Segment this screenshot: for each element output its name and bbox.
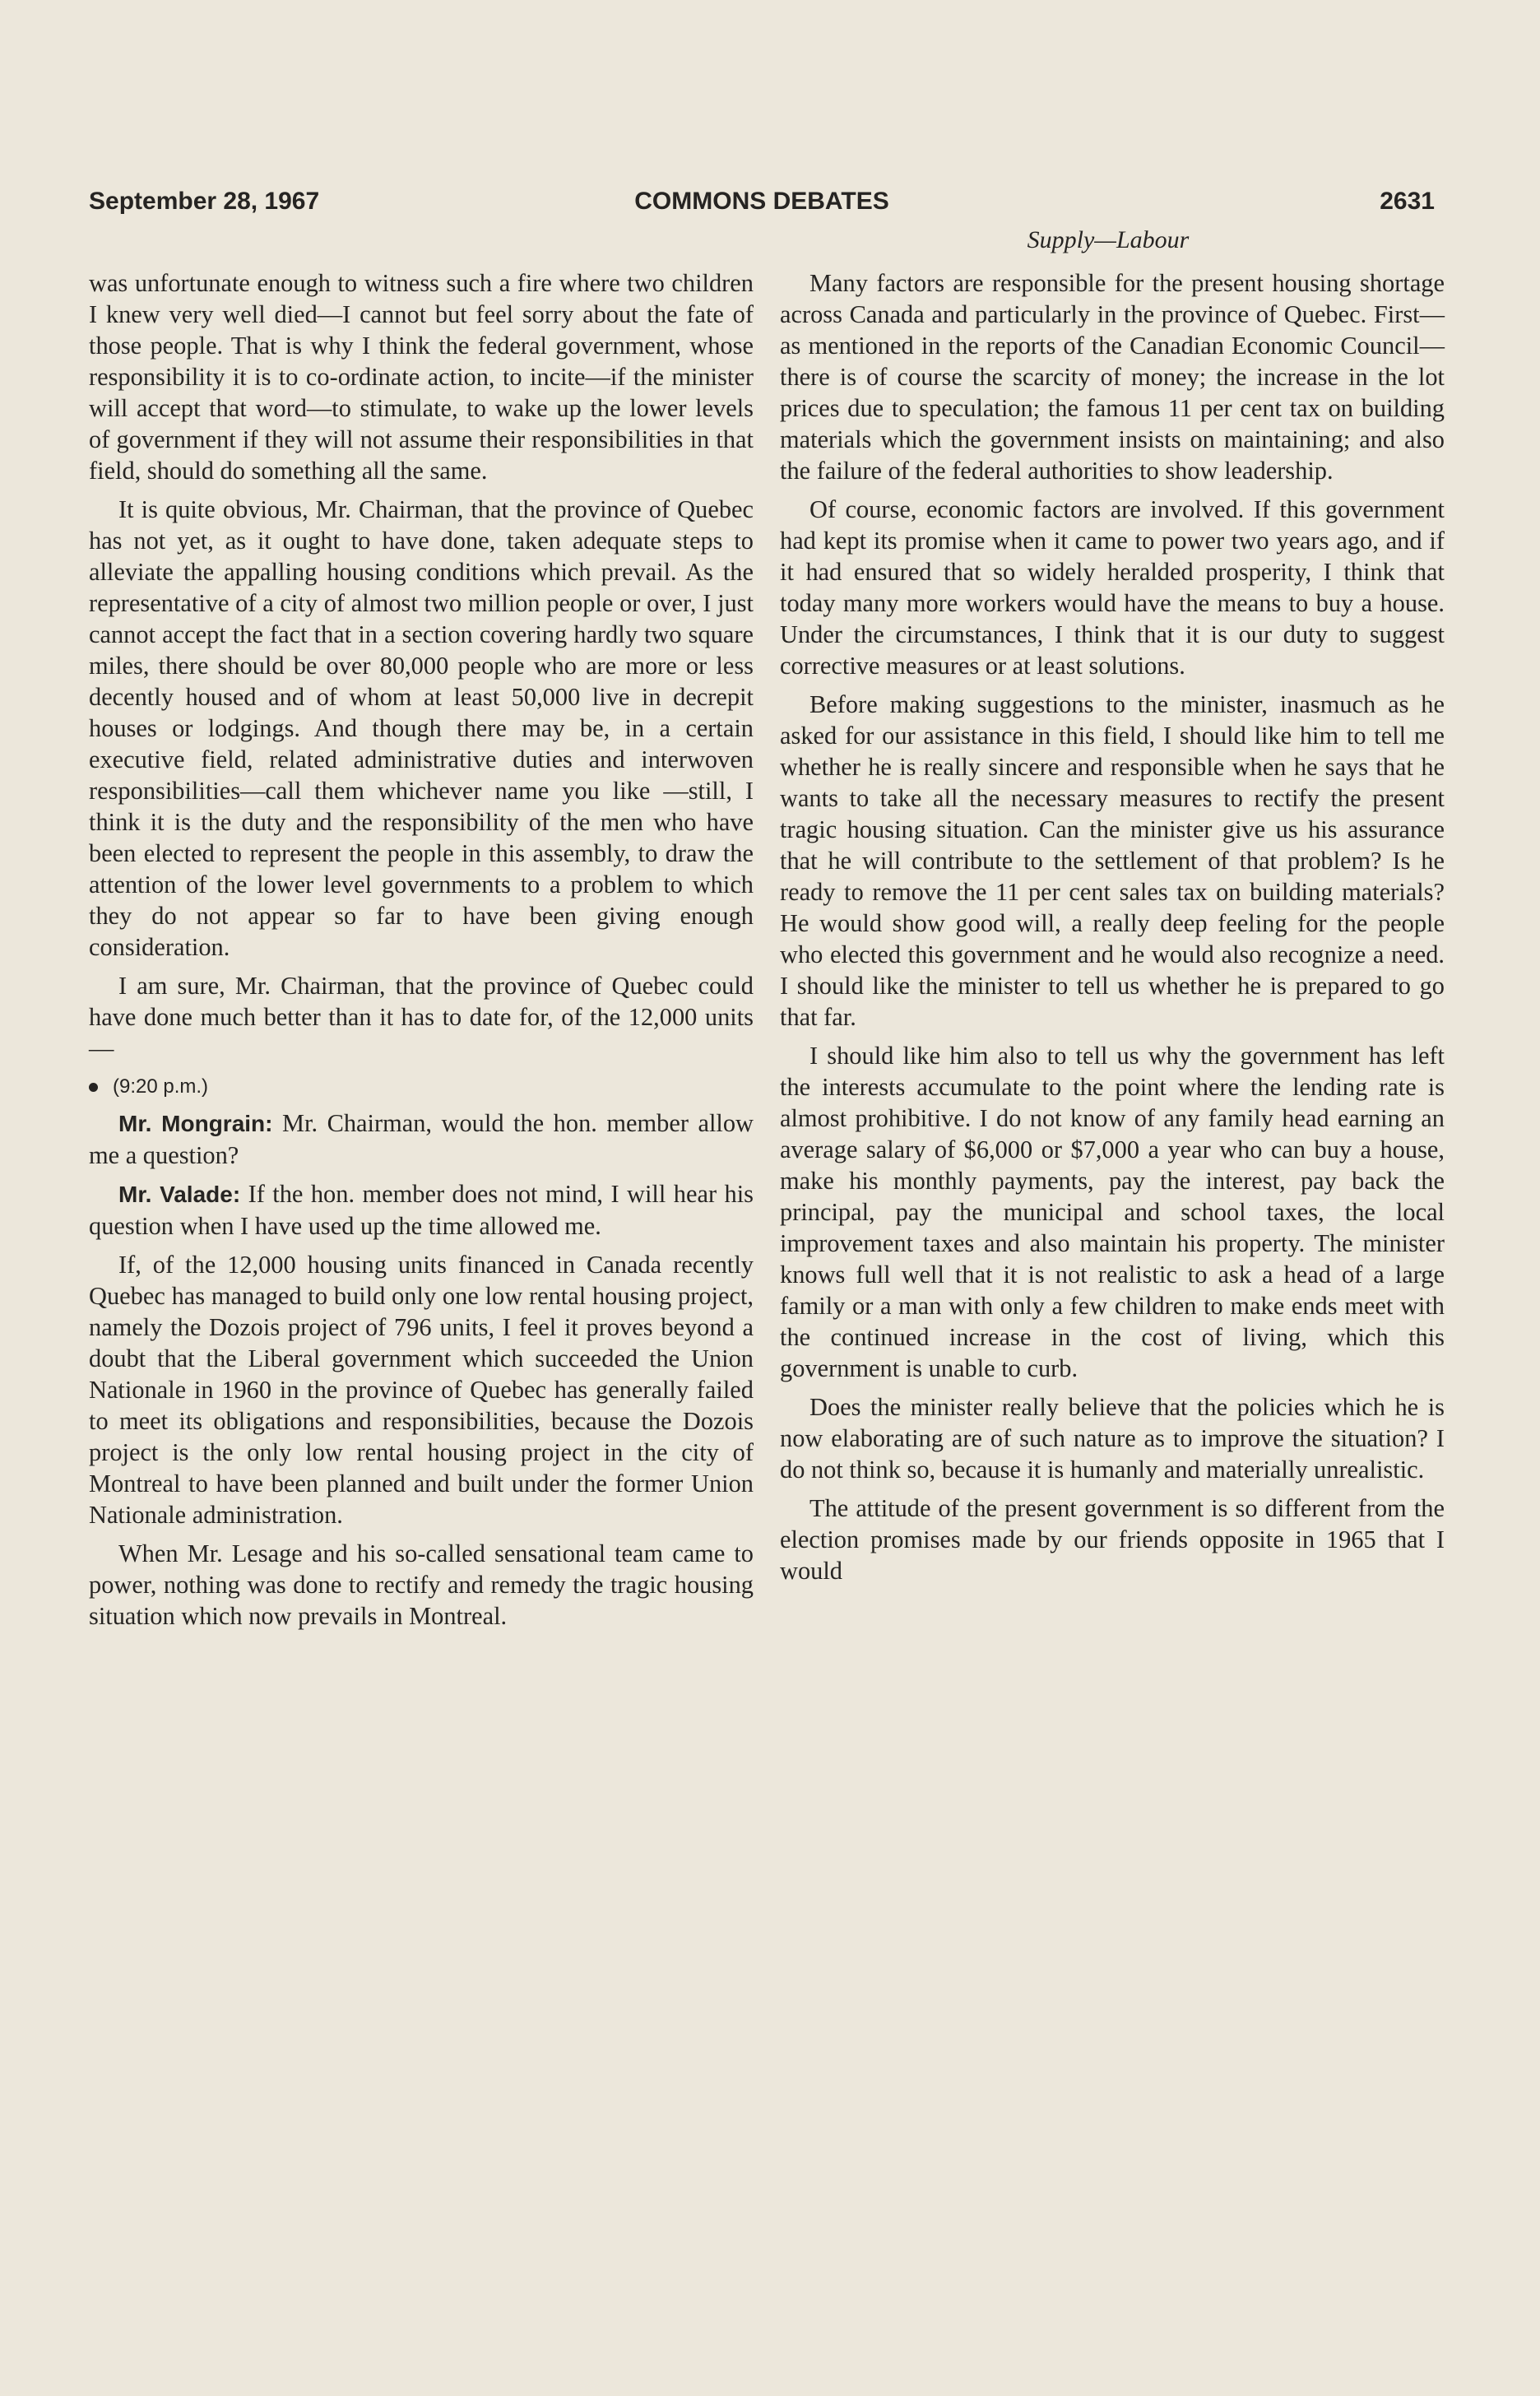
header-page-number: 2631: [1380, 188, 1435, 215]
paragraph: When Mr. Lesage and his so-called sensational team came to power, nothing was done to rectify and remedy the tragic housing situation which now prevails in Montreal.: [89, 1539, 754, 1630]
header-journal-title: COMMONS DEBATES: [634, 188, 889, 215]
paragraph: If, of the 12,000 housing units financed in Canada recently Quebec has managed to build only one low rental housing project, namely the Dozois project of 796 units, I feel it proves beyond a doubt that the Liberal government which succeeded the Union Nationale in 1960 in the province of Quebec has generally failed to meet its obligations and responsibilities, because the Dozois project is the only low rental housing project in the city of Montreal to have been planned and built under the former Union Nationale administration.: [89, 1251, 754, 1529]
left-column: [89, 267, 754, 1639]
paragraph: Many factors are responsible for the present housing shortage across Canada and particularly in the province of Quebec. First—as mentioned in the reports of the Canadian Economic Council—there is of course the scarcity of money; the increase in the lot prices due to speculation; the famous 11 per cent tax on building materials which the government insists on maintaining; and also the failure of the federal authorities to show leadership.: [780, 269, 1445, 485]
speaker-name: Mr. Mongrain:: [118, 1111, 273, 1136]
paragraph: The attitude of the present government is so different from the election promises made by our friends opposite in 1965 that I would: [780, 1494, 1445, 1585]
page-header: [89, 188, 1435, 224]
time-marker: [89, 1071, 754, 1103]
time-marker-text: (9:20 p.m.): [113, 1075, 209, 1098]
paragraph: was unfortunate enough to witness such a fire where two children I knew very well died—I cannot but feel sorry about the fate of those people. That is why I think the federal government, whose responsibility it is to co-ordinate action, to incite—if the minister will accept that word—to stimulate, to wake up the lower levels of government if they will not assume their responsibilities in that field, should do something all the same.: [89, 269, 754, 485]
paragraph: Does the minister really believe that the policies which he is now elaborating are of such nature as to improve the situation? I do not think so, because it is humanly and materially unrealistic.: [780, 1393, 1445, 1484]
speech-text: If the hon. member does not mind, I will hear his question when I have used up the time allowed me.: [89, 1180, 754, 1240]
speech-paragraph: [89, 1178, 754, 1242]
paragraph: Before making suggestions to the minister, inasmuch as he asked for our assistance in this field, I should like him to tell me whether he is really sincere and responsible when he says that he wants to take all the necessary measures to rectify the present tragic housing situation. Can the minister give us his assurance that he will contribute to the settlement of that problem? Is he ready to remove the 11 per cent sales tax on building materials? He would show good will, a really deep feeling for the people who elected this government and he would also recognize a need. I should like the minister to tell us whether he is prepared to go that far.: [780, 690, 1445, 1031]
speech-text: Mr. Chairman, would the hon. member allow me a question?: [89, 1109, 754, 1169]
right-column: [780, 267, 1445, 1594]
paragraph: I am sure, Mr. Chairman, that the province of Quebec could have done much better than it has to date for, of the 12,000 units—: [89, 972, 754, 1062]
header-date: September 28, 1967: [89, 188, 320, 215]
bullet-icon: [89, 1083, 98, 1092]
speech-paragraph: [89, 1107, 754, 1171]
speaker-name: Mr. Valade:: [118, 1182, 241, 1207]
running-head: Supply—Labour: [1027, 226, 1190, 253]
paragraph: It is quite obvious, Mr. Chairman, that the province of Quebec has not yet, as it ought to have done, taken adequate steps to alleviate the appalling housing conditions which prevail. As the representative of a city of almost two million people or over, I just cannot accept the fact that in a section covering hardly two square miles, there should be over 80,000 people who are more or less decently housed and of whom at least 50,000 live in decrepit houses or lodgings. And though there may be, in a certain executive field, related administrative duties and interwoven responsibilities—call them whichever name you like —still, I think it is the duty and the responsibility of the men who have been elected to represent the people in this assembly, to draw the attention of the lower level governments to a problem to which they do not appear so far to have been giving enough consideration.: [89, 495, 754, 961]
paragraph: Of course, economic factors are involved. If this government had kept its promise when it came to power two years ago, and if it had ensured that so widely heralded prosperity, I think that today many more workers would have the means to buy a house. Under the circumstances, I think that it is our duty to suggest corrective measures or at least solutions.: [780, 495, 1445, 680]
paragraph: I should like him also to tell us why the government has left the interests accumulate to the point where the lending rate is almost prohibitive. I do not know of any family head earning an average salary of $6,000 or $7,000 a year who can buy a house, make his monthly payments, pay the interest, pay back the principal, pay the municipal and school taxes, the local improvement taxes and also maintain his property. The minister knows full well that it is not realistic to ask a head of a large family or a man with only a few children to make ends meet with the continued increase in the cost of living, which this government is unable to curb.: [780, 1042, 1445, 1382]
